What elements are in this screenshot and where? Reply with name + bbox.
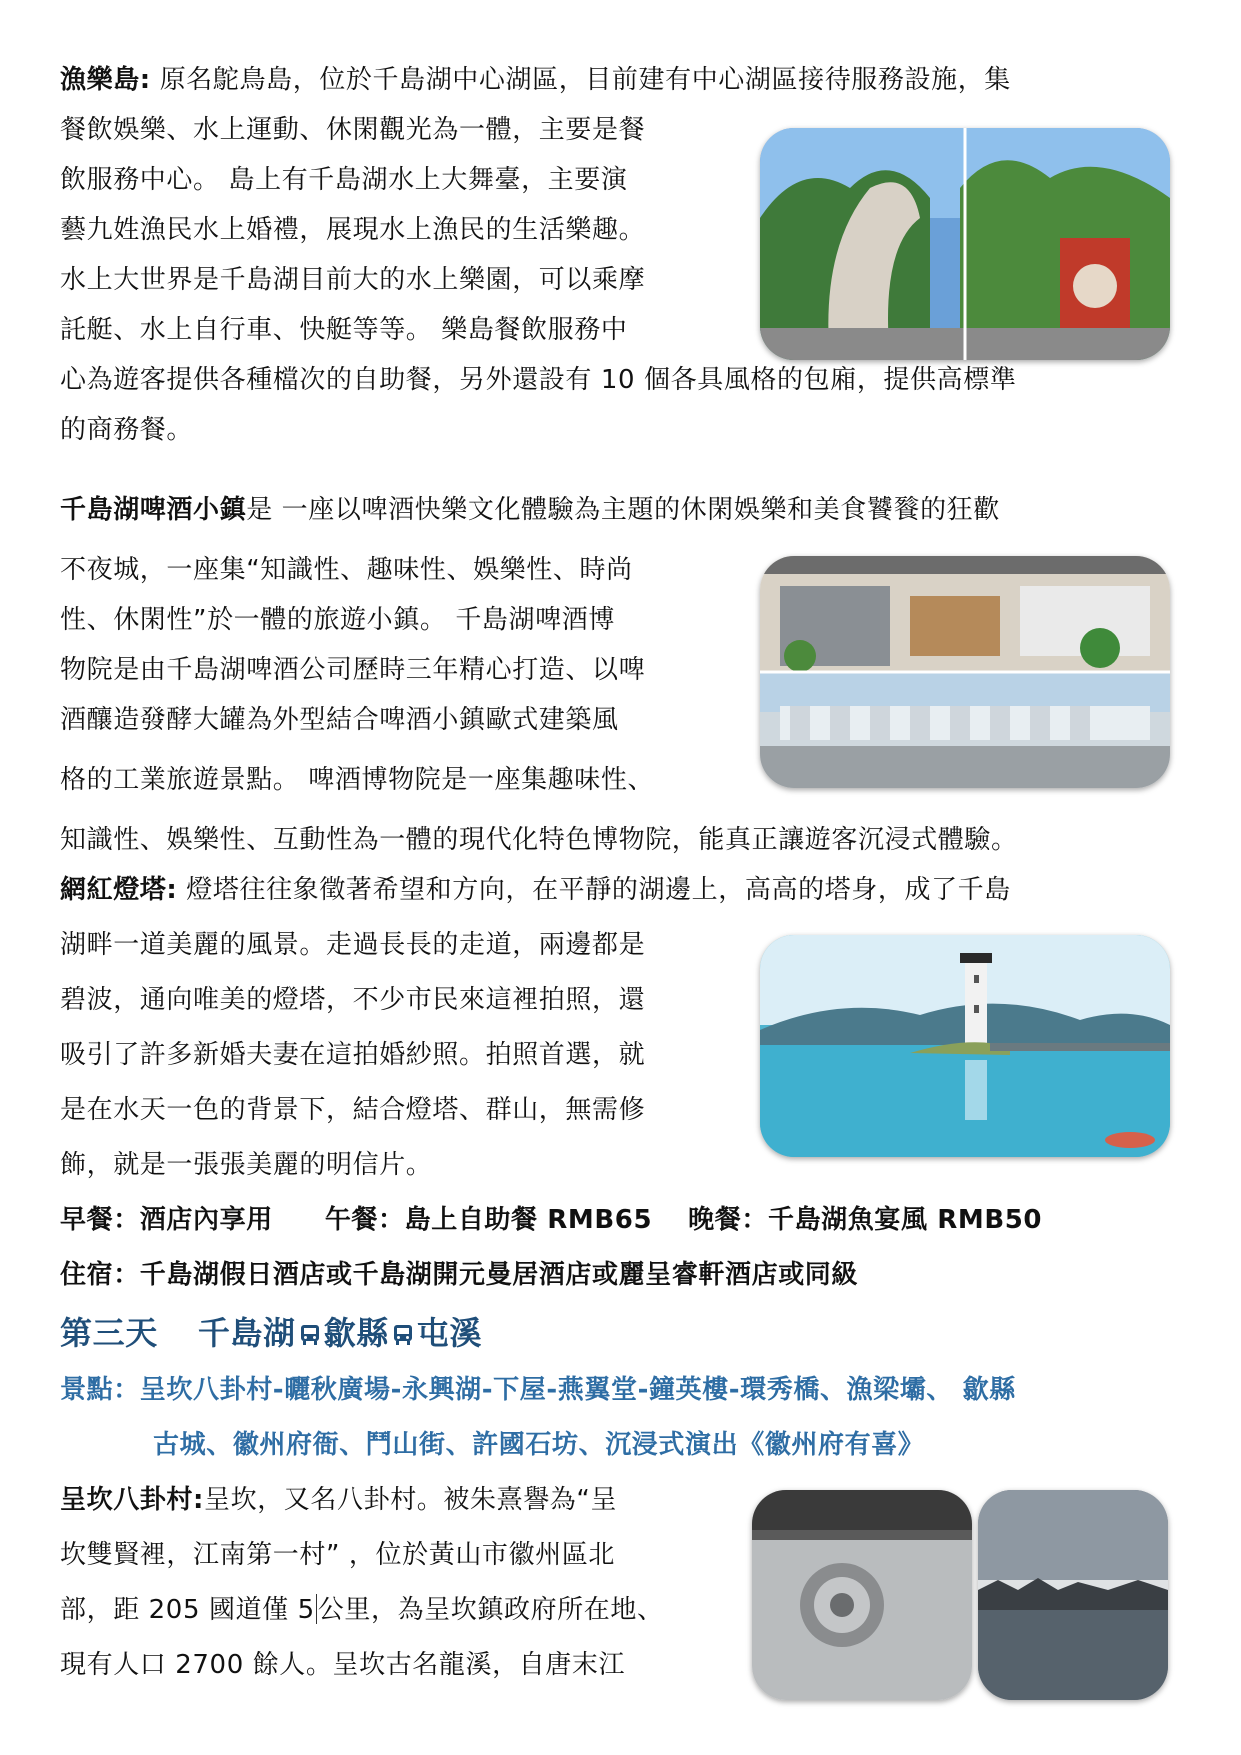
paragraph-line: 吸引了許多新婚夫妻在這拍婚紗照。拍照首選，就 bbox=[60, 1040, 646, 1070]
paragraph-line: 不夜城，一座集“知識性、趣味性、娛樂性、時尚 bbox=[60, 555, 633, 585]
village-lake-photo bbox=[978, 1490, 1168, 1700]
village-wall-photo bbox=[752, 1490, 972, 1700]
paragraph-line bbox=[60, 870, 1011, 910]
spots-line: 景點：呈坎八卦村-曬秋廣場-永興湖-下屋-燕翼堂-鐘英樓-環秀橋、漁梁壩、 歙縣 bbox=[60, 1375, 1016, 1405]
paragraph-text: 呈坎，又名八卦村。被朱熹譽為“呈 bbox=[204, 1485, 618, 1515]
paragraph-line: 現有人口 2700 餘人。呈坎古名龍溪，自唐末江 bbox=[60, 1650, 626, 1680]
spots-line: 古城、徽州府衙、鬥山街、許國石坊、沉浸式演出《徽州府有喜》 bbox=[153, 1430, 925, 1460]
paragraph-line bbox=[60, 490, 1000, 530]
place-2: 歙縣 bbox=[323, 1314, 389, 1352]
paragraph-line: 餐飲娛樂、水上運動、休閑觀光為一體，主要是餐 bbox=[60, 115, 646, 145]
paragraph-text: 公里，為呈坎鎮政府所在地、 bbox=[317, 1595, 664, 1625]
paragraph-text: 燈塔往往象徵著希望和方向，在平靜的湖邊上，高高的塔身，成了千島 bbox=[186, 875, 1011, 905]
paragraph-line: 的商務餐。 bbox=[60, 415, 194, 445]
section-title: 千島湖啤酒小鎮 bbox=[60, 495, 247, 525]
breakfast-text: 早餐：酒店內享用 bbox=[60, 1205, 273, 1235]
paragraph-line: 性、休閑性”於一體的旅遊小鎮。 千島湖啤酒博 bbox=[60, 605, 615, 635]
paragraph-line: 是在水天一色的背景下，結合燈塔、群山，無需修 bbox=[60, 1095, 646, 1125]
meals-line bbox=[60, 1200, 1042, 1240]
paragraph-line bbox=[60, 1590, 664, 1630]
paragraph-line: 心為遊客提供各種檔次的自助餐，另外還設有 10 個各具風格的包廂，提供高標準 bbox=[60, 365, 1017, 395]
bus-icon bbox=[300, 1324, 320, 1346]
place-1: 千島湖 bbox=[197, 1314, 296, 1352]
paragraph-line: 碧波，通向唯美的燈塔，不少市民來這裡拍照，還 bbox=[60, 985, 646, 1015]
paragraph-line: 物院是由千島湖啤酒公司歷時三年精心打造、以啤 bbox=[60, 655, 646, 685]
paragraph-text: 原名鴕鳥島，位於千島湖中心湖區，目前建有中心湖區接待服務設施，集 bbox=[159, 65, 1011, 95]
section-title: 呈坎八卦村: bbox=[60, 1485, 204, 1515]
paragraph-line: 湖畔一道美麗的風景。走過長長的走道，兩邊都是 bbox=[60, 930, 646, 960]
paragraph-line: 藝九姓漁民水上婚禮，展現水上漁民的生活樂趣。 bbox=[60, 215, 646, 245]
dinner-text: 晚餐：千島湖魚宴風 RMB50 bbox=[688, 1205, 1043, 1235]
paragraph-text: 部，距 205 國道僅 5 bbox=[60, 1595, 315, 1625]
place-3: 屯溪 bbox=[416, 1314, 483, 1352]
day-heading bbox=[60, 1310, 482, 1356]
paragraph-line: 知識性、娛樂性、互動性為一體的現代化特色博物院，能真正讓遊客沉浸式體驗。 bbox=[60, 825, 1018, 855]
day-label: 第三天 bbox=[60, 1314, 158, 1352]
paragraph-line bbox=[60, 1480, 617, 1520]
paragraph-text: 是 一座以啤酒快樂文化體驗為主題的休閑娛樂和美食饕餮的狂歡 bbox=[246, 495, 1000, 525]
paragraph-line: 水上大世界是千島湖目前大的水上樂園，可以乘摩 bbox=[60, 265, 646, 295]
paragraph-line: 坎雙賢裡，江南第一村” ，位於黃山市徽州區北 bbox=[60, 1540, 615, 1570]
bus-icon bbox=[393, 1324, 413, 1346]
section-title: 漁樂島: bbox=[60, 65, 151, 95]
lunch-text: 午餐：島上自助餐 RMB65 bbox=[324, 1205, 653, 1235]
paragraph-line: 託艇、水上自行車、快艇等等。 樂島餐飲服務中 bbox=[60, 315, 628, 345]
paragraph-line: 飾，就是一張張美麗的明信片。 bbox=[60, 1150, 433, 1180]
paragraph-line bbox=[60, 60, 1011, 100]
paragraph-line: 酒釀造發酵大罐為外型結合啤酒小鎮歐式建築風 bbox=[60, 705, 619, 735]
paragraph-line: 格的工業旅遊景點。 啤酒博物院是一座集趣味性、 bbox=[60, 765, 655, 795]
beer-museum-photo bbox=[760, 556, 1170, 788]
fishing-island-photo bbox=[760, 128, 1170, 360]
text-cursor bbox=[316, 1594, 317, 1624]
section-title: 網紅燈塔: bbox=[60, 875, 178, 905]
paragraph-line: 飲服務中心。 島上有千島湖水上大舞臺，主要演 bbox=[60, 165, 628, 195]
lighthouse-photo bbox=[760, 935, 1170, 1157]
hotel-line: 住宿：千島湖假日酒店或千島湖開元曼居酒店或麗呈睿軒酒店或同級 bbox=[60, 1260, 859, 1290]
